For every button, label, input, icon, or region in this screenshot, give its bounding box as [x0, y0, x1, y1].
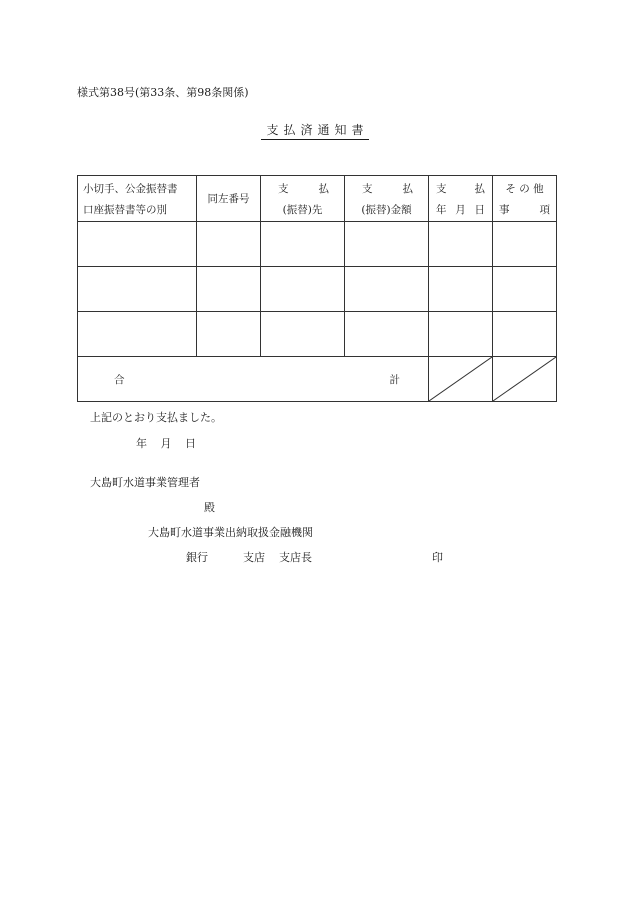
table-cell[interactable]	[429, 222, 493, 267]
table-row	[78, 222, 557, 267]
header-amount-top-left: 支	[362, 182, 373, 195]
table-cell[interactable]	[261, 312, 345, 357]
total-label-right: 計	[389, 373, 400, 386]
bank-label: 銀行	[186, 551, 208, 564]
header-date-year: 年	[436, 203, 447, 216]
table-row	[78, 312, 557, 357]
header-payee-top-left: 支	[278, 182, 289, 195]
honorific: 殿	[204, 501, 215, 514]
bank-organization: 大島町水道事業出納取扱金融機関	[148, 526, 313, 539]
header-other	[493, 176, 557, 222]
table-cell[interactable]	[429, 267, 493, 312]
table-cell[interactable]	[197, 312, 261, 357]
header-amount-bottom: (振替)金額	[361, 203, 412, 216]
table-cell[interactable]	[345, 222, 429, 267]
table-header-row	[78, 176, 557, 222]
table-cell[interactable]	[261, 267, 345, 312]
diagonal-slash	[429, 357, 492, 401]
total-label-left: 合	[114, 373, 125, 386]
header-amount	[345, 176, 429, 222]
table-cell[interactable]	[78, 267, 197, 312]
total-date-crossed-cell	[429, 357, 493, 402]
header-payee-top-right: 払	[318, 182, 329, 195]
header-date-top-left: 支	[436, 182, 447, 195]
header-payee	[261, 176, 345, 222]
table-cell[interactable]	[261, 222, 345, 267]
table-row	[78, 267, 557, 312]
document-title-text: 支払済通知書	[261, 123, 368, 140]
header-payment-type-line2: 口座振替書等の別	[83, 203, 167, 216]
date-line: 年 月 日	[136, 437, 196, 450]
table-cell[interactable]	[197, 222, 261, 267]
header-payment-type	[78, 176, 197, 222]
addressee: 大島町水道事業管理者	[90, 476, 200, 489]
table-cell[interactable]	[78, 312, 197, 357]
table-cell[interactable]	[493, 222, 557, 267]
table-cell[interactable]	[197, 267, 261, 312]
table-cell[interactable]	[493, 267, 557, 312]
document-title	[0, 121, 630, 138]
table-cell[interactable]	[78, 222, 197, 267]
branch-manager-label: 支店長	[279, 551, 312, 564]
header-other-bottom-left: 事	[499, 203, 510, 216]
table-cell[interactable]	[493, 312, 557, 357]
table-cell[interactable]	[345, 312, 429, 357]
header-amount-top-right: 払	[402, 182, 413, 195]
header-payment-type-line1: 小切手、公金振替書	[83, 182, 178, 195]
header-date-month: 月	[455, 203, 466, 216]
seal-mark: 印	[432, 551, 443, 564]
header-other-bottom-right: 項	[539, 203, 550, 216]
table-cell[interactable]	[429, 312, 493, 357]
header-other-top: そ の 他	[505, 182, 544, 195]
header-payment-date	[429, 176, 493, 222]
header-date-day: 日	[474, 203, 485, 216]
table-cell[interactable]	[345, 267, 429, 312]
header-number: 同左番号	[197, 176, 261, 222]
payment-table	[77, 175, 557, 402]
branch-label: 支店	[243, 551, 265, 564]
form-number: 様式第38号(第33条、第98条関係)	[77, 86, 249, 99]
header-payee-bottom: (振替)先	[282, 203, 323, 216]
total-cell	[78, 357, 429, 402]
diagonal-slash	[493, 357, 556, 401]
total-row	[78, 357, 557, 402]
closing-text: 上記のとおり支払ました。	[90, 411, 222, 424]
total-other-crossed-cell	[493, 357, 557, 402]
header-date-top-right: 払	[474, 182, 485, 195]
